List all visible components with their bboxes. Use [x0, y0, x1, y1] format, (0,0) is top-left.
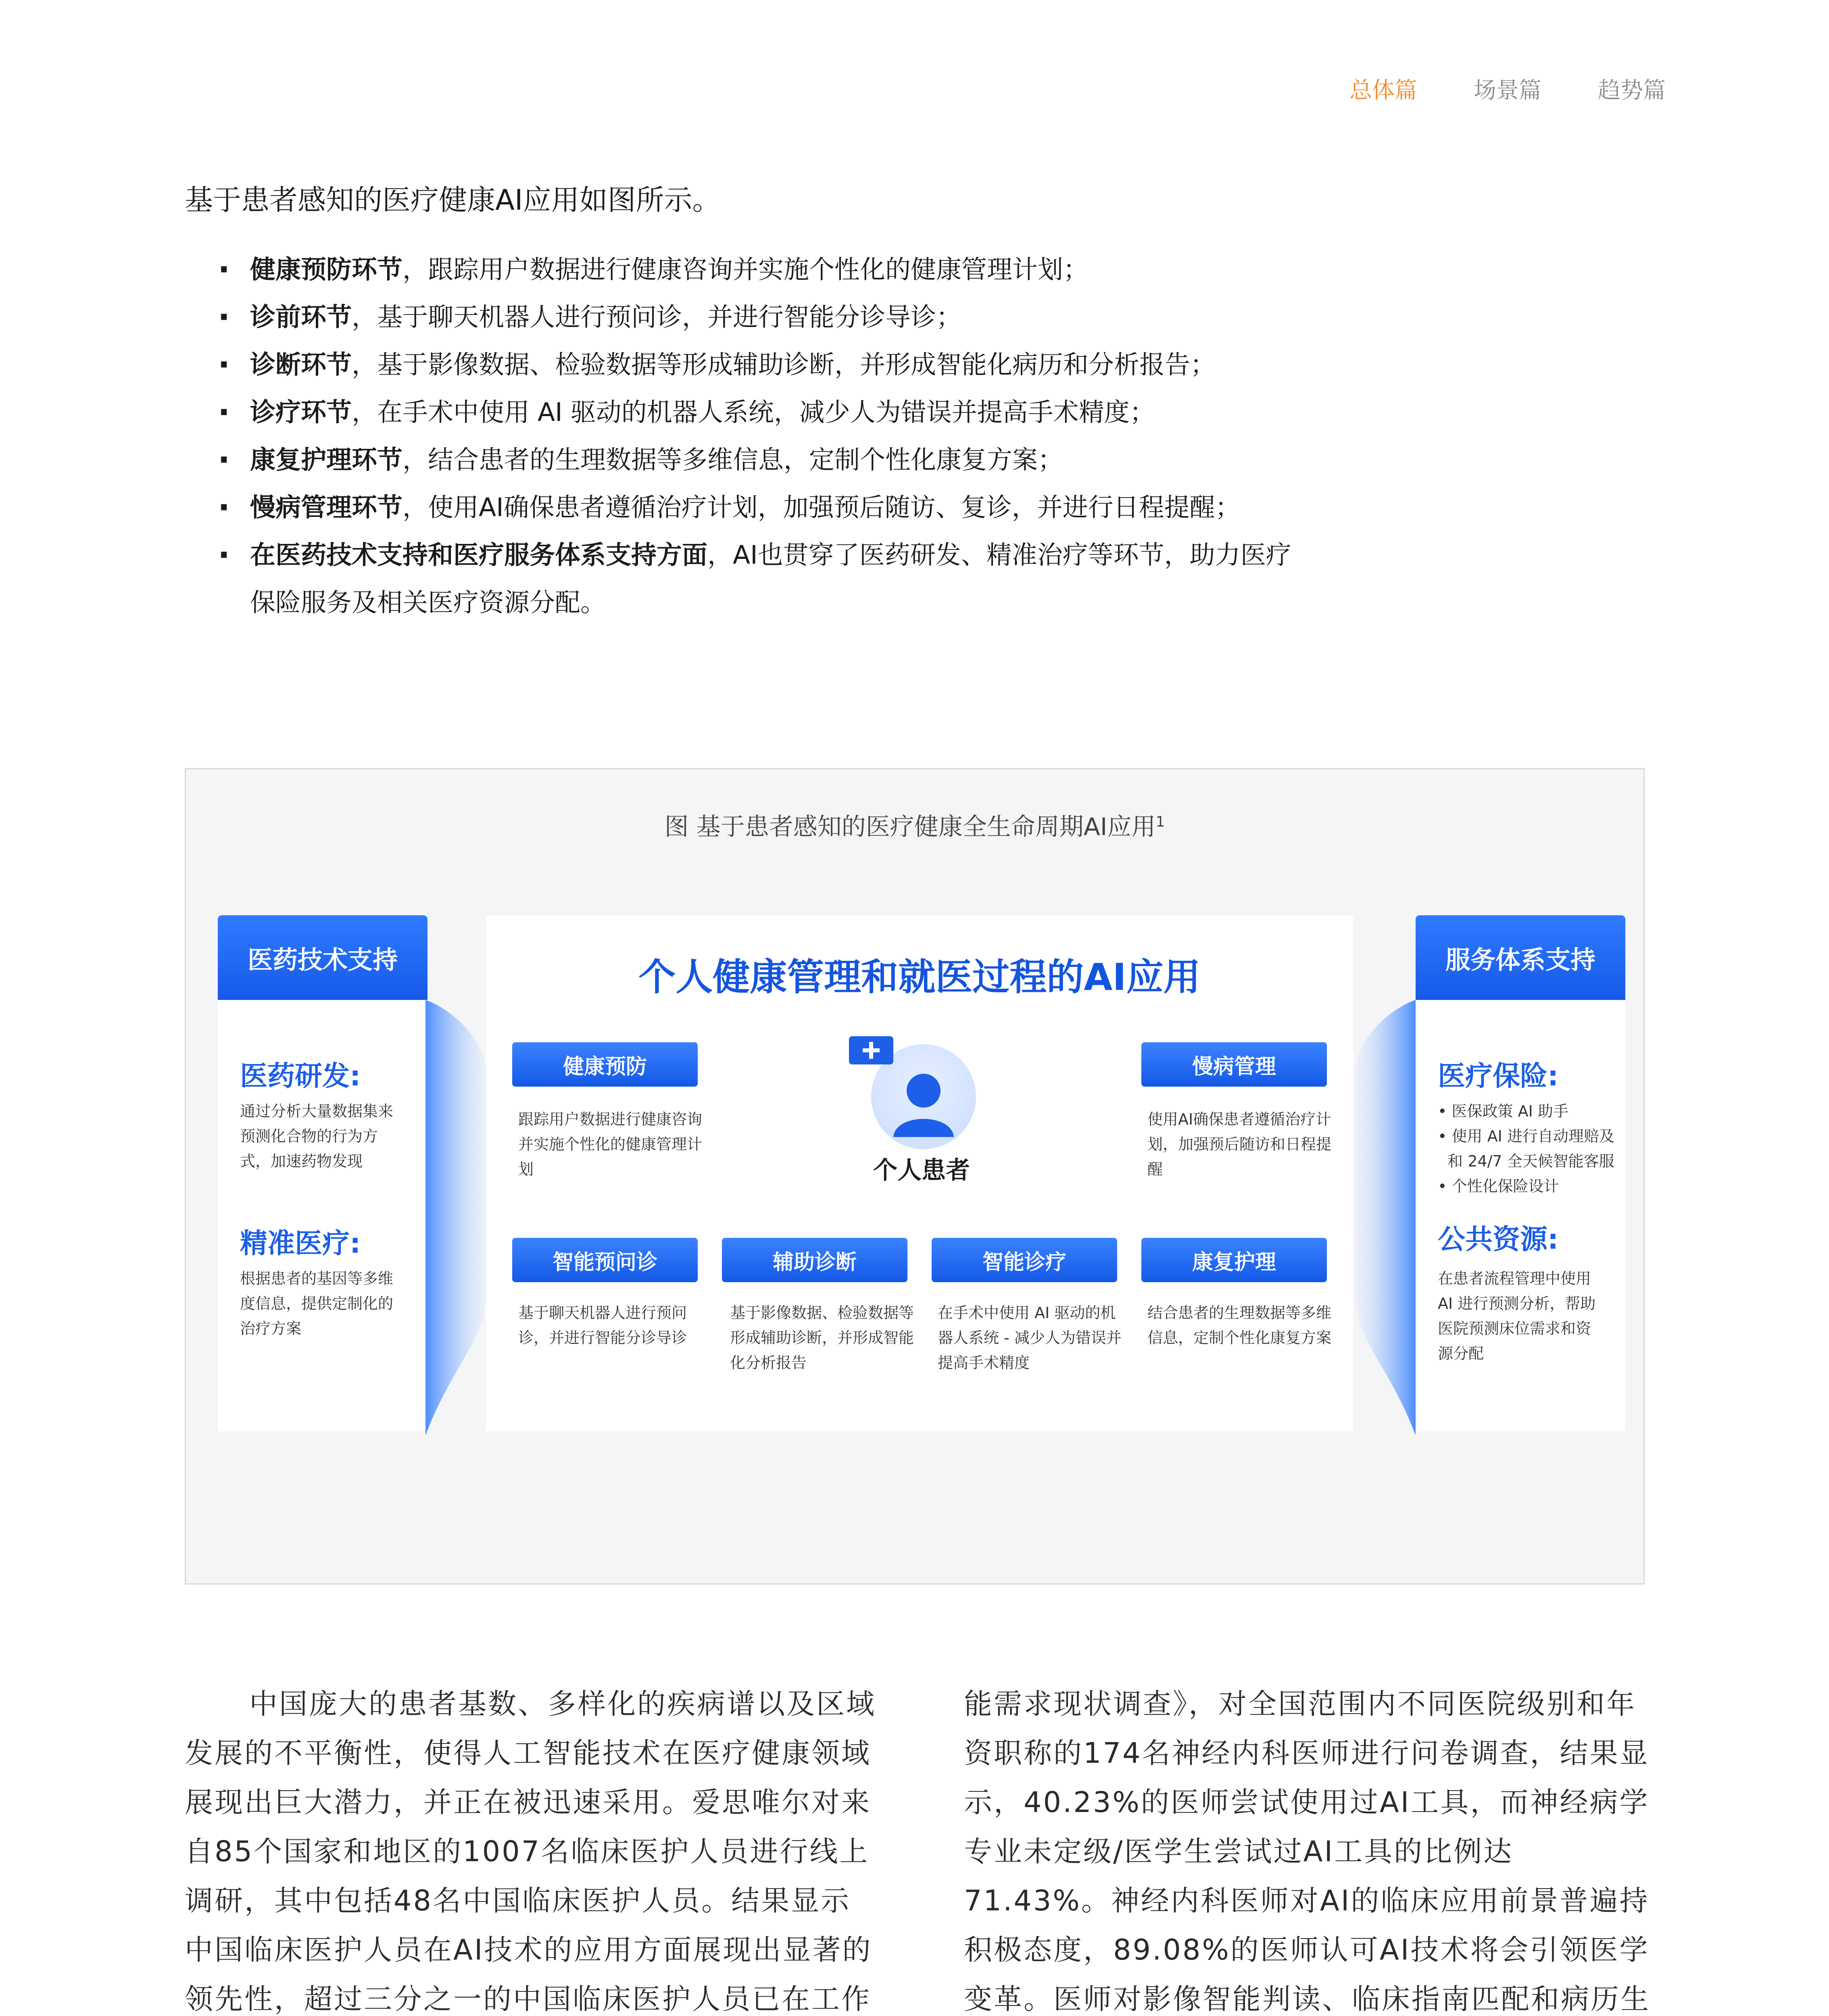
body-column-right: 能需求现状调查》，对全国范围内不同医院级别和年资职称的174名神经内科医师进行问卷调查，结果显示，40.23%的医师尝试使用过AI工具，而神经病学专业未定级/医学生尝试过AI工具的比例达71.43%。神经内科医师对AI的临床应用前景普遍持积极态度，89.08%的医师认可AI技术将会引领医学变革。医师对影像智能判读、临床指南匹配和病历生	[964, 1687, 1650, 2016]
body-column-left: 中国庞大的患者基数、多样化的疾病谱以及区域发展的不平衡性，使得人工智能技术在医疗健康领域展现出巨大潜力，并正在被迅速采用。爱思唯尔对来自85个国家和地区的1007名临床医护人员进行线上调研，其中包括48名中国临床医护人员。结果显示中国临床医护人员在AI技术的应用方面展现出显著的领先性，超过三分之一的中国临床医护人员已在工作	[185, 1687, 876, 2016]
right-item-line: 和 24/7 全天候智能客服	[1438, 1152, 1614, 1170]
figure-caption-footnote-ref: 1	[1155, 814, 1165, 830]
center-title: 个人健康管理和就医过程的AI应用	[638, 956, 1201, 999]
bullet-text: ，使用AI确保患者遵循治疗计划，加强预后随访、复诊，并进行日程提醒；	[403, 493, 1241, 522]
module-badge-smart-treatment: 智能诊疗	[932, 1238, 1117, 1282]
bullet-bold: 诊前环节	[250, 302, 352, 332]
module-badge-health-prevention: 健康预防	[512, 1042, 698, 1087]
bullet-bold: 诊疗环节	[250, 398, 352, 427]
right-item-text: 在患者流程管理中使用 AI 进行预测分析，帮助医院预测床位需求和资源分配	[1438, 1270, 1596, 1362]
right-item-lines	[1438, 1099, 1623, 1199]
intro-text: 基于患者感知的医疗健康AI应用如图所示。	[185, 183, 721, 217]
bullet-bold: 健康预防环节	[250, 255, 403, 284]
right-item-title: 医疗保险:	[1438, 1060, 1559, 1092]
medical-plus-icon	[849, 1036, 893, 1068]
right-wing-decoration	[1355, 915, 1416, 1439]
left-item-text: 根据患者的基因等多维度信息，提供定制化的治疗方案	[240, 1270, 394, 1337]
module-text: 跟踪用户数据进行健康咨询并实施个性化的健康管理计划	[518, 1110, 703, 1178]
left-item-title: 医药研发:	[240, 1060, 361, 1092]
bullet-bold: 诊断环节	[250, 350, 352, 379]
left-item-text: 通过分析大量数据集来预测化合物的行为方式，加速药物发现	[240, 1102, 394, 1170]
left-item-title: 精准医疗:	[240, 1228, 361, 1260]
module-text: 基于聊天机器人进行预问诊，并进行智能分诊导诊	[518, 1304, 687, 1347]
bullet-bold: 慢病管理环节	[250, 493, 403, 522]
module-badge-pre-consultation: 智能预问诊	[512, 1238, 698, 1282]
right-item-title: 公共资源:	[1438, 1224, 1559, 1256]
nav-tab-trends[interactable]: 趋势篇	[1598, 77, 1666, 104]
left-panel-header: 医药技术支持	[218, 915, 428, 1000]
bullet-text: ，AI也贯穿了医药研发、精准治疗等环节，助力医疗保险服务及相关医疗资源分配。	[250, 540, 1291, 617]
bullet-list	[218, 246, 1307, 627]
bullet-item	[218, 246, 1307, 294]
top-nav	[1349, 73, 1666, 105]
bullet-item	[218, 484, 1307, 531]
right-panel-header: 服务体系支持	[1416, 915, 1625, 1000]
module-badge-chronic-management: 慢病管理	[1141, 1042, 1327, 1087]
module-text: 使用AI确保患者遵循治疗计划，加强预后随访和日程提醒	[1147, 1110, 1332, 1178]
bullet-text: ，跟踪用户数据进行健康咨询并实施个性化的健康管理计划；	[403, 255, 1089, 284]
module-text: 结合患者的生理数据等多维信息，定制个性化康复方案	[1147, 1304, 1332, 1347]
right-item-line: • 医保政策 AI 助手	[1438, 1102, 1568, 1120]
bullet-text: ，基于聊天机器人进行预问诊，并进行智能分诊导诊；	[352, 302, 961, 332]
right-item-line: • 个性化保险设计	[1438, 1177, 1559, 1195]
module-badge-rehab-care: 康复护理	[1141, 1238, 1327, 1282]
module-text: 基于影像数据、检验数据等形成辅助诊断，并形成智能化分析报告	[730, 1304, 914, 1372]
module-text: 在手术中使用 AI 驱动的机器人系统 - 减少人为错误并提高手术精度	[938, 1304, 1122, 1372]
bullet-text: ，在手术中使用 AI 驱动的机器人系统，减少人为错误并提高手术精度；	[352, 398, 1155, 427]
left-wing-decoration	[425, 915, 486, 1439]
bullet-item	[218, 389, 1307, 436]
bullet-item	[218, 531, 1307, 627]
bullet-text: ，结合患者的生理数据等多维信息，定制个性化康复方案；	[403, 445, 1063, 475]
figure-caption-text: 图 基于患者感知的医疗健康全生命周期AI应用	[664, 813, 1156, 841]
bullet-item	[218, 436, 1307, 484]
module-badge-assisted-diagnosis: 辅助诊断	[722, 1238, 907, 1282]
right-item-line: • 使用 AI 进行自动理赔及	[1438, 1127, 1614, 1145]
nav-tab-scenarios[interactable]: 场景篇	[1474, 77, 1541, 104]
bullet-bold: 康复护理环节	[250, 445, 403, 475]
figure-caption	[186, 808, 1643, 842]
bullet-text: ，基于影像数据、检验数据等形成辅助诊断，并形成智能化病历和分析报告；	[352, 350, 1216, 379]
bullet-item	[218, 341, 1307, 389]
patient-label: 个人患者	[873, 1156, 970, 1185]
bullet-item	[218, 294, 1307, 341]
bullet-bold: 在医药技术支持和医疗服务体系支持方面	[250, 540, 707, 570]
nav-tab-overall[interactable]: 总体篇	[1349, 77, 1417, 104]
center-panel	[486, 915, 1353, 1431]
